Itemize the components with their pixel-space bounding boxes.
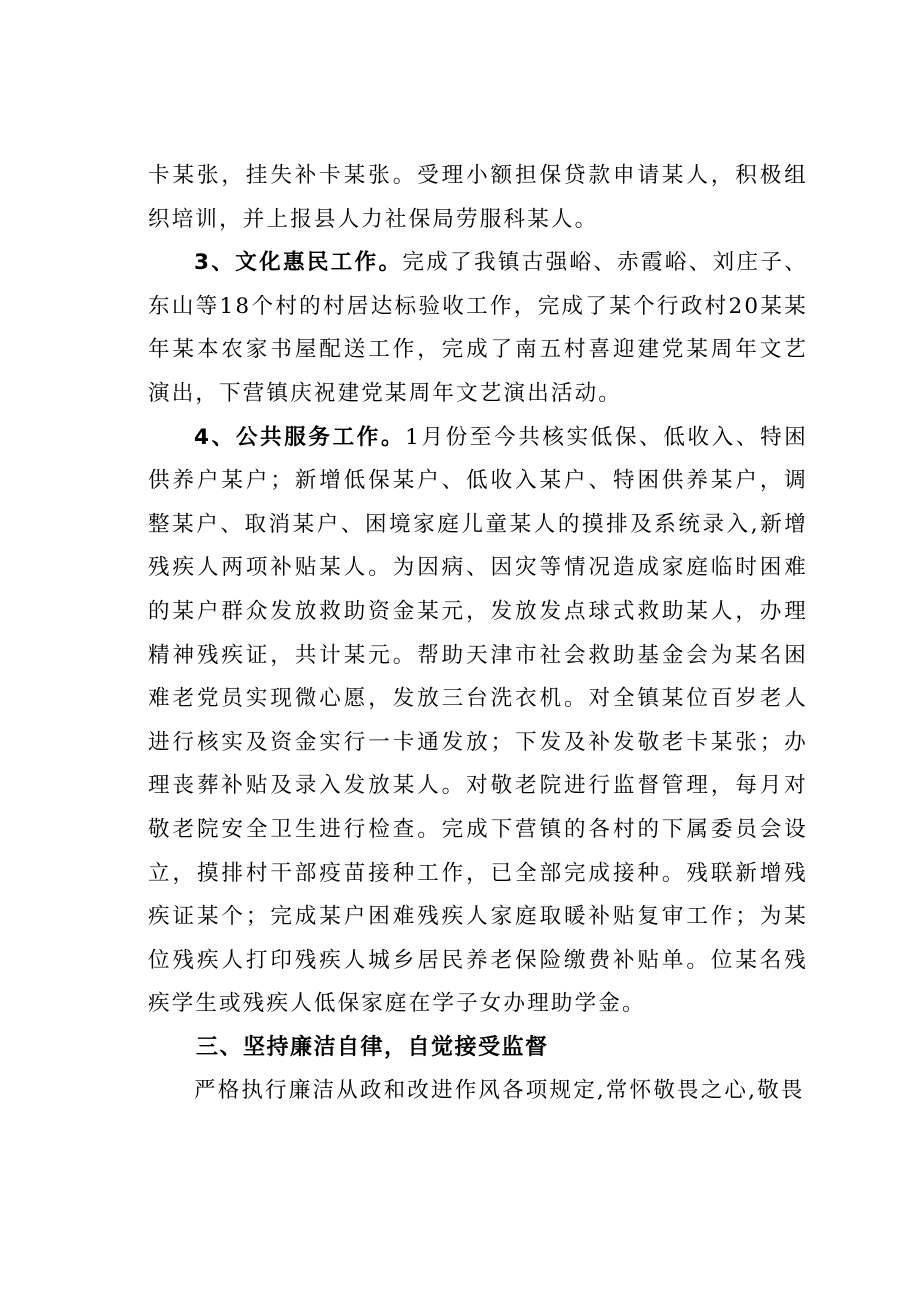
section-heading: 三、坚持廉洁自律，自觉接受监督: [196, 1034, 549, 1060]
paragraph-continuation: [148, 154, 808, 241]
paragraph-culture-work: [148, 241, 808, 415]
paragraph-integrity: [148, 1069, 808, 1113]
paragraph-text: 完成了我镇古强峪、赤霞峪、刘庄子、东山等18个村的村居达标验收工作，完成了某个行政村20某某年某本农家书屋配送工作，完成了南五村喜迎建党某周年文艺演出，下营镇庆祝建党某周年文艺演出活动。: [148, 250, 808, 406]
paragraph-lead-culture: 3、文化惠民工作。: [194, 250, 403, 276]
paragraph-text: 严格执行廉洁从政和改进作风各项规定,常怀敬畏之心,敬畏: [194, 1078, 805, 1104]
paragraph-lead-public-service: 4、公共服务工作。: [194, 424, 406, 450]
document-body: [148, 154, 808, 1113]
paragraph-text: 1月份至今共核实低保、低收入、特困供养户某户；新增低保某户、低收入某户、特困供养某户，调整某户、取消某户、困境家庭儿童某人的摸排及系统录入,新增残疾人两项补贴某人。为因病、因灾等情况造成家庭临时困难的某户群众发放救助资金某元，发放发点球式救助某人，办理精神残疾证，共计某元。帮助天津市社会救助基金会为某名困难老党员实现微心愿，发放三台洗衣机。对全镇某位百岁老人进行核实及资金实行一卡通发放；下发及补发敬老卡某张；办理丧葬补贴及录入发放某人。对敬老院进行监督管理，每月对敬老院安全卫生进行检查。完成下营镇的各村的下属委员会设立，摸排村干部疫苗接种工作，已全部完成接种。残联新增残疾证某个；完成某户困难残疾人家庭取暖补贴复审工作；为某位残疾人打印残疾人城乡居民养老保险缴费补贴单。位某名残疾学生或残疾人低保家庭在学子女办理助学金。: [148, 424, 808, 1017]
paragraph-public-service: [148, 416, 808, 1026]
paragraph-text: 卡某张，挂失补卡某张。受理小额担保贷款申请某人，积极组织培训，并上报县人力社保局劳服科某人。: [148, 163, 808, 232]
